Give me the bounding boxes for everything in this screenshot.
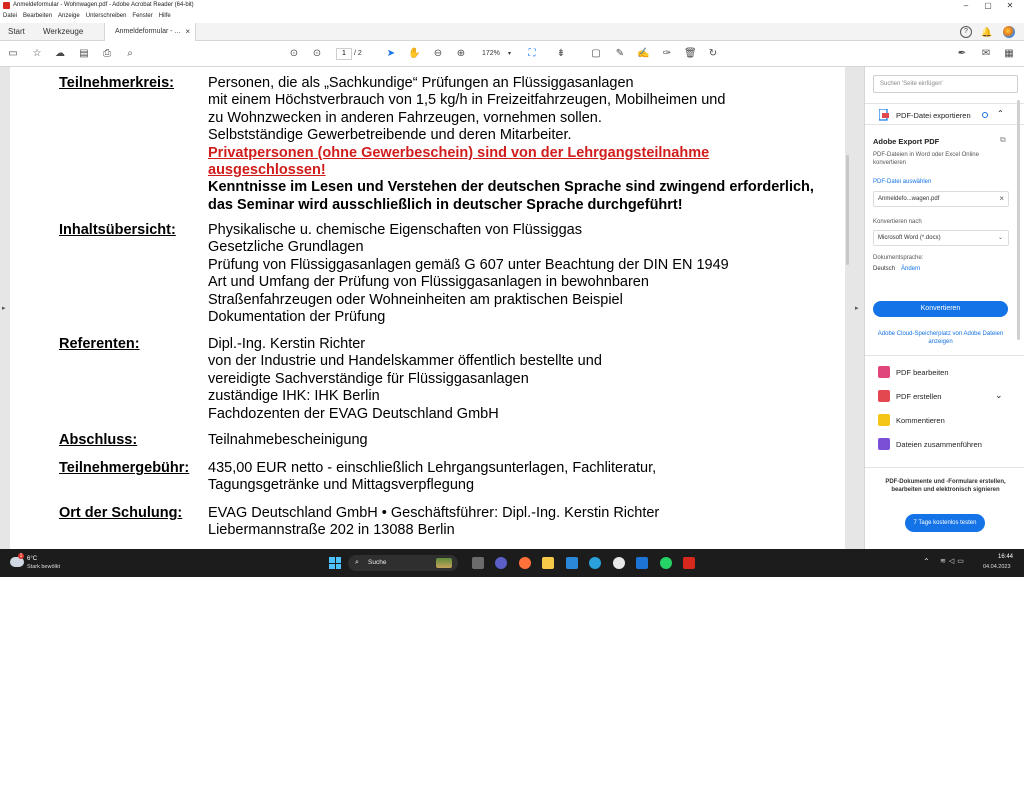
section-label xyxy=(59,505,182,521)
export-title: Adobe Export PDF xyxy=(873,137,940,146)
select-cursor-icon[interactable]: ➤ xyxy=(386,48,396,59)
section-label xyxy=(59,75,174,91)
content-line: Fachdozenten der EVAG Deutschland GmbH xyxy=(208,405,499,422)
delete-icon[interactable]: 🗑 xyxy=(684,48,697,59)
taskbar xyxy=(0,549,1024,577)
content-line: Teilnahmebescheinigung xyxy=(208,432,368,448)
chevron-down-icon: ⌄ xyxy=(997,235,1003,241)
label-colon: : xyxy=(177,505,183,521)
content-line: Physikalische u. chemische Eigenschaften von Flüssiggas xyxy=(208,222,582,238)
notification-badge: 1 xyxy=(19,553,23,559)
selected-file-field[interactable] xyxy=(873,191,1009,207)
content-line: Dipl.-Ing. Kerstin Richter xyxy=(208,336,366,352)
page-total: / 2 xyxy=(354,50,362,57)
collapse-panel-icon[interactable]: ▸ xyxy=(855,305,859,312)
section-label-text: Referenten xyxy=(59,336,135,352)
content-line: Straßenfahrzeugen oder Wohneinheiten am praktischen Beispiel xyxy=(208,291,623,308)
tab-document-label: Anmeldeformular - ... xyxy=(115,28,181,35)
print-icon[interactable]: ⎙ xyxy=(103,48,111,59)
window-title: Anmeldeformular - Wohnwagen.pdf - Adobe Acrobat Reader (64-bit) xyxy=(13,2,194,8)
task-view-icon[interactable] xyxy=(472,557,484,569)
firefox-icon[interactable] xyxy=(519,557,531,569)
maximize-button[interactable]: ▢ xyxy=(984,1,992,10)
sign-icon[interactable]: ✒ xyxy=(957,48,967,59)
content-line: ausgeschlossen! xyxy=(208,162,326,179)
scroll-mode-icon[interactable]: ⇟ xyxy=(556,48,566,59)
section-content xyxy=(208,75,848,214)
content-line: 435,00 EUR netto - einschließlich Lehrgangsunterlagen, Fachliteratur, xyxy=(208,460,657,476)
section-content xyxy=(208,432,848,449)
change-language-link[interactable]: Ändern xyxy=(901,266,921,272)
more-icon[interactable]: ▦ xyxy=(1004,48,1014,59)
document-viewport[interactable] xyxy=(0,67,864,549)
zoom-out-icon[interactable]: ⊖ xyxy=(433,48,443,59)
promo-text: PDF-Dokumente und -Formulare erstellen, bearbeiten und elektronisch signieren xyxy=(885,479,1006,493)
section-label-text: Inhaltsübersicht xyxy=(59,222,171,238)
teams-chat-icon[interactable] xyxy=(495,557,507,569)
avatar[interactable] xyxy=(1003,26,1015,38)
format-value: Microsoft Word (*.docx) xyxy=(878,235,941,241)
section-content xyxy=(208,336,848,423)
stamp-icon[interactable]: ✑ xyxy=(662,48,672,59)
content-line: zu Wohnzwecken in anderen Fahrzeugen, vornehmen sollen. xyxy=(208,109,602,126)
bell-icon[interactable]: 🔔 xyxy=(981,27,993,37)
comment-icon[interactable]: ▢ xyxy=(591,48,601,59)
content-line: Dokumentation der Prüfung xyxy=(208,309,386,326)
close-tab-icon[interactable]: × xyxy=(185,27,190,36)
tab-document[interactable] xyxy=(104,23,196,41)
label-colon: : xyxy=(184,460,190,476)
upload-icon[interactable]: ☁ xyxy=(55,48,65,59)
minimize-button[interactable]: – xyxy=(963,1,969,10)
menu-datei[interactable]: Datei xyxy=(3,13,18,19)
convert-to-label: Konvertieren nach xyxy=(873,219,922,225)
content-line: Tagungsgetränke und Mittagsverpflegung xyxy=(208,477,475,494)
fit-page-icon[interactable]: ⛶ xyxy=(528,48,536,59)
convert-button[interactable]: Konvertieren xyxy=(873,301,1008,317)
content-line: Privatpersonen (ohne Gewerbeschein) sind von der Lehrgangsteilnahme xyxy=(208,144,710,161)
tool-label: PDF bearbeiten xyxy=(896,368,949,377)
tool-label: Kommentieren xyxy=(896,416,945,425)
menu-fenster[interactable]: Fenster xyxy=(132,13,153,19)
whatsapp-icon[interactable] xyxy=(660,557,672,569)
mail-app-icon[interactable] xyxy=(636,557,648,569)
label-colon: : xyxy=(132,432,138,448)
export-pdf-header[interactable] xyxy=(865,103,1024,125)
content-line: zuständige IHK: IHK Berlin xyxy=(208,388,380,405)
taskbar-search-label: Suche xyxy=(368,559,387,566)
save-icon[interactable]: ▭ xyxy=(8,48,18,59)
edit-pdf-icon xyxy=(878,366,890,378)
weather-description[interactable]: Stark bewölkt xyxy=(27,564,61,570)
content-line: Gesetzliche Grundlagen xyxy=(208,239,364,256)
label-colon: : xyxy=(169,75,174,91)
content-line: Selbstständige Gewerbetreibende und deren Mitarbeiter. xyxy=(208,127,572,144)
section-label-text: Teilnehmerkreis xyxy=(59,75,170,91)
content-line: EVAG Deutschland GmbH • Geschäftsführer: Dipl.-Ing. Kerstin Richter xyxy=(208,505,660,521)
language-value: Deutsch xyxy=(873,266,896,272)
search-icon[interactable]: ⌕ xyxy=(127,48,133,59)
tool-combine-files[interactable] xyxy=(865,435,1024,455)
status-dot-icon xyxy=(982,112,988,118)
hand-tool-icon[interactable]: ✋ xyxy=(408,48,421,59)
file-explorer-icon[interactable] xyxy=(542,557,554,569)
content-line: Personen, die als „Sachkundige“ Prüfungen an Flüssiggasanlagen xyxy=(208,75,634,91)
file-name: Anmeldefo...wagen.pdf xyxy=(878,196,940,202)
rotate-icon[interactable]: ↻ xyxy=(708,48,718,59)
taskbar-search[interactable] xyxy=(348,555,458,571)
tab-start[interactable]: Start xyxy=(8,27,25,36)
system-tray-icons[interactable]: ≋◁▭ xyxy=(940,558,967,565)
toolbar xyxy=(0,41,1024,67)
label-colon: : xyxy=(134,336,140,352)
scrollbar[interactable] xyxy=(846,155,849,265)
store-icon[interactable] xyxy=(566,557,578,569)
menu-unterschreiben[interactable]: Unterschreiben xyxy=(85,13,127,19)
section-content xyxy=(208,222,848,326)
chevron-up-icon[interactable]: ⌃ xyxy=(997,109,1004,118)
content-line: Liebermannstraße 202 in 13088 Berlin xyxy=(208,522,455,539)
clear-file-icon[interactable]: × xyxy=(999,194,1004,203)
divider xyxy=(865,355,1024,356)
section-label xyxy=(59,432,137,448)
section-label-text: Abschluss xyxy=(59,432,133,448)
previous-page-icon[interactable]: ⊙ xyxy=(289,48,299,59)
title-bar xyxy=(0,0,1024,11)
pen-icon[interactable]: ✎ xyxy=(615,48,625,59)
zoom-select[interactable] xyxy=(474,48,514,60)
chevron-right-icon[interactable]: ▸ xyxy=(2,305,6,312)
zoom-in-icon[interactable]: ⊕ xyxy=(456,48,466,59)
chevron-down-icon[interactable]: ⌄ xyxy=(995,390,1003,400)
content-line: Art und Umfang der Prüfung von Flüssiggasanlagen in bewohnbaren xyxy=(208,274,649,291)
close-button[interactable]: ✕ xyxy=(1006,1,1014,10)
tool-search-input[interactable]: Suchen 'Seite einfügen' xyxy=(873,75,1018,93)
section-content xyxy=(208,505,848,540)
format-select[interactable] xyxy=(873,230,1009,246)
menu-anzeige[interactable]: Anzeige xyxy=(58,13,80,19)
menu-bar xyxy=(0,11,1024,23)
create-pdf-icon xyxy=(878,390,890,402)
acrobat-taskbar-icon[interactable] xyxy=(683,557,695,569)
menu-hilfe[interactable]: Hilfe xyxy=(158,13,171,19)
content-line: von der Industrie und Handelskammer öffentlich bestellte und xyxy=(208,353,602,370)
tool-edit-pdf[interactable] xyxy=(865,363,1024,383)
language-label: Dokumentsprache: xyxy=(873,255,924,261)
divider xyxy=(865,467,1024,468)
cloud-storage-link[interactable]: Adobe Cloud-Speicherplatz von Adobe Dateien anzeigen xyxy=(877,331,1004,345)
signal-icon[interactable] xyxy=(613,557,625,569)
content-line: vereidigte Sachverständige für Flüssiggasanlagen xyxy=(208,370,529,387)
share-file-icon[interactable]: ▤ xyxy=(79,48,89,59)
section-label-text: Ort der Schulung xyxy=(59,505,178,521)
section-label xyxy=(59,336,140,352)
weather-temperature[interactable]: 6°C xyxy=(27,556,38,562)
section-label xyxy=(59,222,176,238)
zoom-value: 172% xyxy=(482,50,500,57)
tool-create-pdf[interactable] xyxy=(865,387,1024,407)
section-content xyxy=(208,460,848,495)
content-line: Kenntnisse im Lesen und Verstehen der deutschen Sprache sind zwingend erforderlich, xyxy=(208,179,814,196)
export-description: PDF-Dateien in Word oder Excel Online konvertieren xyxy=(873,152,979,166)
label-colon: : xyxy=(171,222,176,238)
star-icon[interactable]: ☆ xyxy=(32,48,42,59)
export-pdf-label: PDF-Datei exportieren xyxy=(896,111,971,120)
panel-scrollbar[interactable] xyxy=(1017,100,1020,340)
section-label xyxy=(59,460,189,476)
acrobat-logo-icon xyxy=(3,2,10,9)
menu-bearbeiten[interactable]: Bearbeiten xyxy=(23,13,53,19)
help-icon[interactable]: ? xyxy=(960,26,972,38)
section-label-text: Teilnehmergebühr xyxy=(59,460,185,476)
tab-tools[interactable]: Werkzeuge xyxy=(43,27,84,36)
combine-files-icon xyxy=(878,438,890,450)
clock-time[interactable]: 16:44 xyxy=(998,554,1014,560)
tab-bar xyxy=(0,23,1024,41)
windows-start-icon[interactable] xyxy=(329,557,341,569)
content-line: Prüfung von Flüssiggasanlagen gemäß G 607 unter Beachtung der DIN EN 1949 xyxy=(208,256,729,273)
comment-icon xyxy=(878,414,890,426)
telegram-icon[interactable] xyxy=(589,557,601,569)
pdf-page xyxy=(10,67,845,549)
search-highlight-image xyxy=(436,558,452,568)
search-icon: ⌕ xyxy=(355,559,359,566)
next-page-icon[interactable]: ⊙ xyxy=(312,48,322,59)
tool-label: PDF erstellen xyxy=(896,392,942,401)
content-line: mit einem Höchstverbrauch von 1,5 kg/h in Freizeitfahrzeugen, Mobilheimen und xyxy=(208,92,726,109)
copy-icon[interactable]: ⧉ xyxy=(1000,135,1006,144)
chevron-up-icon[interactable]: ⌃ xyxy=(923,557,930,566)
content-line: das Seminar wird ausschließlich in deutscher Sprache durchgeführt! xyxy=(208,196,683,213)
chevron-down-icon: ▾ xyxy=(507,51,511,57)
tools-pane xyxy=(864,67,1024,549)
page-number-input[interactable]: 1 xyxy=(336,48,352,60)
mail-icon[interactable]: ✉ xyxy=(981,48,991,59)
clock-date[interactable]: 04.04.2023 xyxy=(983,564,1011,570)
export-pdf-icon xyxy=(879,109,889,121)
select-file-link[interactable]: PDF-Datei auswählen xyxy=(873,179,932,185)
tool-label: Dateien zusammenführen xyxy=(896,440,982,449)
tool-comment[interactable] xyxy=(865,411,1024,431)
highlight-icon[interactable]: ✍ xyxy=(637,48,650,59)
free-trial-button[interactable]: 7 Tage kostenlos testen xyxy=(905,514,985,532)
